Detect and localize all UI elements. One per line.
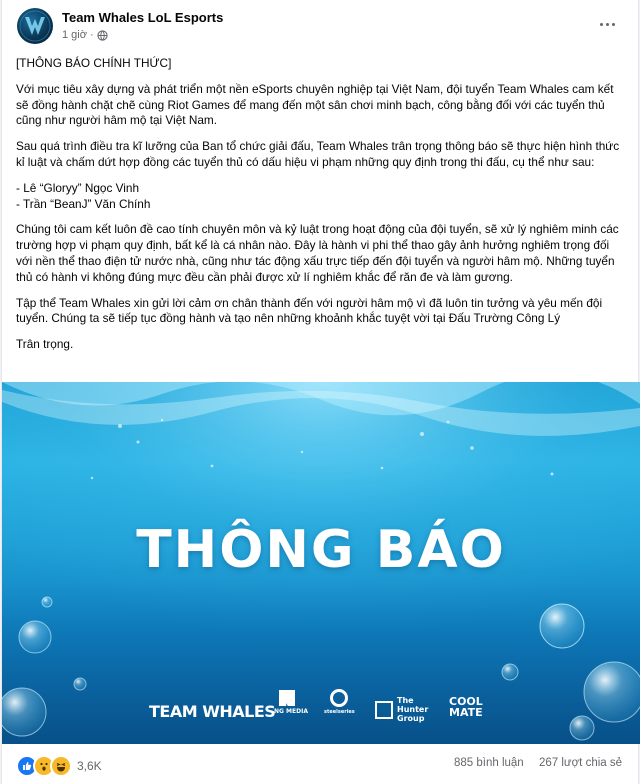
hunter-line-1: The (397, 696, 414, 705)
haha-face-glyph (54, 759, 68, 773)
hunter-group-logo-icon (375, 701, 393, 719)
whales-logo-icon (17, 8, 53, 44)
sponsor-ng-media-label: NG MEDIA (274, 708, 308, 715)
thumbs-up-glyph (22, 761, 32, 771)
player-item: - Lê “Gloryy” Ngọc Vinh (16, 180, 140, 195)
page-name[interactable]: Team Whales LoL Esports (62, 10, 224, 25)
post-header (2, 0, 640, 48)
post-card (1, 0, 639, 784)
wow-face-glyph (37, 759, 51, 773)
coolmate-line-2: MATE (449, 706, 483, 719)
sponsor-steelseries-label: steelseries (324, 709, 355, 715)
player-item: - Trần “BeanJ” Văn Chính (16, 196, 151, 211)
reactions-summary[interactable] (16, 755, 102, 777)
meta-separator: · (89, 29, 94, 41)
more-dots-icon (600, 23, 603, 26)
sponsor-coolmate (449, 696, 483, 718)
haha-icon (50, 755, 72, 777)
sponsor-hunter-label (397, 696, 428, 723)
share-count-link[interactable]: 267 lượt chia sẻ (539, 757, 623, 769)
post-paragraph: Chúng tôi cam kết luôn đề cao tính chuyên môn và kỷ luật trong hoạt động của đội tuyển, sẽ xử lý nghiêm minh các trường hợp vi phạm quy định, bất kể là cá nhân nào. Đây là hành vi phi thể thao gây ảnh hưởng nghiêm trọng đối với nền thể thao điện tử nước nhà, cũng như tác động xấu trực tiếp đến đội tuyển và người hâm mộ. Những tuyển thủ có hành vi không đúng mực đều cần phải được xử lí nghiêm khắc để răn đe và làm gương. (16, 222, 619, 284)
coolmate-line-1: COOL (449, 695, 483, 708)
sponsor-team-whales: TEAM WHALES (149, 702, 276, 721)
sponsor-ng-media (274, 690, 308, 715)
steelseries-logo-icon (330, 689, 348, 707)
page-avatar[interactable] (17, 8, 53, 44)
post-image[interactable] (2, 382, 640, 744)
post-time[interactable]: 1 giờ (62, 29, 87, 41)
image-title: THÔNG BÁO (136, 520, 506, 580)
ng-media-logo-icon (279, 690, 295, 706)
post-footer (2, 744, 640, 784)
comment-count-link[interactable]: 885 bình luận (454, 757, 524, 769)
hunter-line-3: Group (397, 714, 425, 723)
post-paragraph: Với mục tiêu xây dựng và phát triển một nền eSports chuyên nghiệp tại Việt Nam, đội tuyển Team Whales cam kết sẽ đồng hành chặt chẽ cùng Riot Games để mang đến một sân chơi minh bạch, công bằng đối với các tuyển thủ cũng như người hâm mộ tại Việt Nam. (16, 81, 614, 128)
hunter-line-2: Hunter (397, 705, 429, 714)
reaction-count: 3,6K (77, 759, 102, 773)
sponsor-hunter-group (375, 696, 428, 723)
more-dot (612, 23, 615, 26)
post-heading: [THÔNG BÁO CHÍNH THỨC] (16, 56, 172, 70)
post-meta (62, 29, 108, 41)
globe-icon (97, 30, 108, 41)
post-signoff: Trân trọng. (16, 337, 74, 352)
sponsor-steelseries (324, 689, 354, 715)
post-text (16, 56, 628, 363)
post-paragraph: Tập thể Team Whales xin gửi lời cảm ơn chân thành đến với người hâm mộ vì đã luôn tin tưởng và yêu mến đội tuyển. Chúng ta sẽ tiếp tục đồng hành và tạo nên những khoảnh khắc tuyệt vời tại Đấu Trường Công Lý (16, 295, 603, 326)
more-dot (606, 23, 609, 26)
more-options-button[interactable] (595, 14, 619, 34)
post-paragraph: Sau quá trình điều tra kĩ lưỡng của Ban tổ chức giải đấu, Team Whales trân trọng thông báo sẽ thực hiện hình thức kỉ luật và chấm dứt hợp đồng các tuyển thủ có dấu hiệu vi phạm những quy định trong thi đấu, cụ thể như sau: (16, 139, 620, 169)
